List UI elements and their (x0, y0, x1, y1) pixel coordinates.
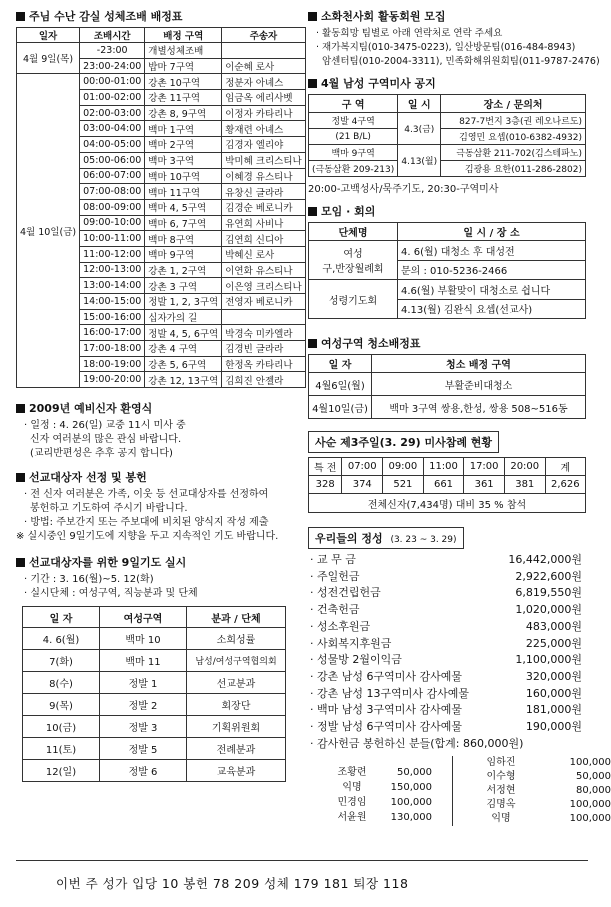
catechumen-line: 신자 여러분의 많은 관심 바랍니다. (30, 434, 182, 446)
offering-label: · 강촌 남성 13구역미사 감사예물 (310, 686, 469, 700)
donor-amount: 50,000 (576, 771, 611, 783)
time-cell: 05:00-06:00 (80, 152, 145, 168)
table-row (23, 694, 286, 716)
offering-item (308, 669, 586, 686)
attendance-summary: 전체신자(7,434명) 대비 35 % 참석 (309, 494, 586, 513)
offering-item (308, 719, 586, 736)
table-row (309, 373, 586, 396)
attendance-value: 374 (342, 476, 383, 494)
time-cell: 18:00-19:00 (80, 356, 145, 372)
area-cell: 강촌 8, 9구역 (145, 105, 222, 121)
attendance-title: 사순 제3주일(3. 29) 미사참례 현황 (308, 431, 499, 453)
mass-section-title: 4월 남성 구역미사 공지 (308, 75, 586, 91)
cleaning-table-body (309, 373, 586, 419)
attendance-header: 계 (545, 458, 585, 476)
group-name-cell (309, 241, 398, 280)
attendance-value: 521 (383, 476, 424, 494)
time-cell: 15:00-16:00 (80, 309, 145, 325)
catechumen-line: · 일정 : 4. 26(일) 교중 11시 미사 중 (24, 420, 186, 432)
leader-cell: 이정자 카타리나 (222, 105, 305, 121)
offering-item (308, 602, 586, 619)
novena-table (22, 606, 286, 782)
square-bullet-icon (16, 558, 25, 567)
leader-cell: 이혜경 유스티나 (222, 168, 305, 184)
table-row (309, 145, 586, 161)
date-cell: 4. 6(월) (23, 628, 100, 650)
catechumen-line: (교리반편성은 추후 공지 합니다) (30, 448, 173, 460)
offering-item (308, 552, 586, 569)
area-cell: 백마 2구역 (145, 137, 222, 153)
novena-section-title: 선교대상자를 위한 9일기도 실시 (16, 554, 292, 570)
table-header: 일자 (17, 28, 80, 43)
table-header: 여성구역 (100, 607, 187, 628)
offering-label: · 사회복지후원금 (310, 636, 392, 650)
donor-list (308, 756, 611, 826)
mass-note: 20:00-고백성사/묵주기도, 20:30-구역미사 (308, 184, 499, 195)
mission-line: · 방법: 주보간지 또는 주보대에 비치된 양식지 작성 제출 (24, 517, 269, 529)
attendance-value: 328 (309, 476, 342, 494)
area-cell: 강촌 11구역 (145, 90, 222, 106)
vincent-line: 암센터팀(010-2004-3311), 민족화해위원회팀(011-9787-2476) (322, 56, 600, 67)
offering-item (308, 736, 586, 753)
meeting-detail-cell: 문의 : 010-5236-2466 (398, 260, 586, 280)
offering-amount: 483,000원 (525, 619, 582, 633)
area-cell: 백마 8구역 (145, 231, 222, 247)
leader-cell: 이은영 크리스티나 (222, 278, 305, 294)
right-column (308, 8, 611, 826)
table-header: 분과 / 단체 (187, 607, 286, 628)
table-row (23, 672, 286, 694)
leader-cell: 이연화 유스티나 (222, 262, 305, 278)
leader-cell: 김경순 베로니카 (222, 199, 305, 215)
time-cell: 02:00-03:00 (80, 105, 145, 121)
area-sub-cell: (극동삼환 209-213) (309, 161, 398, 177)
date-cell: 4.13(월) (398, 145, 441, 177)
leader-cell: 이순혜 로사 (222, 58, 305, 74)
offering-amount: 16,442,000원 (508, 553, 582, 566)
area-cell: 백마 9구역 (145, 246, 222, 262)
table-header: 일 시 (398, 95, 441, 113)
table-row (23, 650, 286, 672)
time-cell: 16:00-17:00 (80, 325, 145, 341)
donor-name: 이수형 (486, 771, 516, 783)
time-cell: 23:00-24:00 (80, 58, 145, 74)
table-row (23, 628, 286, 650)
area-cell: 백마 1구역 (145, 121, 222, 137)
time-cell: 09:00-10:00 (80, 215, 145, 231)
time-cell: 06:00-07:00 (80, 168, 145, 184)
offering-list (308, 552, 586, 752)
area-cell: 정발 4구역 (309, 113, 398, 129)
offering-item (308, 636, 586, 653)
area-cell: 개별성체조배 (145, 43, 222, 59)
attendance-header: 07:00 (342, 458, 383, 476)
attendance-value: 381 (504, 476, 545, 494)
offering-period: (3. 23 ~ 3. 29) (390, 535, 457, 545)
leader-cell: 유창신 글라라 (222, 184, 305, 200)
leader-cell: 한정옥 카타리나 (222, 356, 305, 372)
date-cell: 11(토) (23, 738, 100, 760)
table-row (309, 280, 586, 300)
date-cell: 4월6일(월) (309, 373, 372, 396)
offering-item (308, 702, 586, 719)
area-cell: 강촌 10구역 (145, 74, 222, 90)
group-name: 성령기도회 (328, 295, 378, 307)
date-cell: 10(금) (23, 716, 100, 738)
date-cell: 4월 9일(목) (17, 43, 80, 74)
catechumen-section-title: 2009년 예비신자 환영식 (16, 400, 292, 416)
group-cell: 남성/여성구역협의회 (187, 650, 286, 672)
mission-line: ※ 실시중인 9일기도에 지향을 두고 지속적인 기도 바랍니다. (16, 531, 279, 543)
mission-line: · 전 신자 여러분은 가족, 이웃 등 선교대상자를 선정하여 (24, 489, 269, 501)
date-cell: 9(목) (23, 694, 100, 716)
leader-cell: 김경빈 글라라 (222, 341, 305, 357)
time-cell: -23:00 (80, 43, 145, 59)
donor-name: 익명 (342, 782, 362, 794)
mass-table (308, 94, 586, 177)
donor-amount: 130,000 (390, 812, 432, 824)
leader-cell: 전영자 베로니카 (222, 294, 305, 310)
cleaning-table (308, 354, 586, 419)
date-cell: 4월 10일(금) (17, 74, 80, 388)
table-row (309, 161, 586, 177)
area-cell: 강촌 12, 13구역 (145, 372, 222, 388)
mission-section-title: 선교대상자 선정 및 봉헌 (16, 469, 292, 485)
group-name: 여성 (343, 249, 363, 260)
offering-item (308, 569, 586, 586)
place-cell: 극동삼환 211-702(김스테파노) (441, 145, 586, 161)
attendance-value: 661 (423, 476, 464, 494)
meeting-detail-cell: 4.6(월) 부활맞이 대청소로 쉽니다 (398, 280, 586, 300)
mission-line: 봉헌하고 기도하여 주시기 바랍니다. (30, 503, 188, 515)
table-row (23, 716, 286, 738)
donor-amount: 100,000 (569, 757, 611, 769)
meeting-table-body (309, 241, 586, 319)
meeting-section-title: 모임 · 회의 (308, 203, 586, 219)
time-cell: 10:00-11:00 (80, 231, 145, 247)
offering-label: · 강촌 남성 6구역미사 감사예물 (310, 669, 462, 683)
offering-amount: 160,000원 (525, 686, 582, 700)
time-cell: 11:00-12:00 (80, 246, 145, 262)
donor-amount: 100,000 (569, 813, 611, 825)
area-cell: 정발 3 (100, 716, 187, 738)
offering-item (308, 686, 586, 703)
square-bullet-icon (16, 12, 25, 21)
date-cell: 4월10일(금) (309, 396, 372, 419)
area-cell: 정발 1, 2, 3구역 (145, 294, 222, 310)
worship-table (16, 27, 306, 388)
attendance-header: 09:00 (383, 458, 424, 476)
novena-line: · 실시단체 : 여성구역, 직능분과 및 단체 (24, 588, 198, 600)
area-cell: 정발 4, 5, 6구역 (145, 325, 222, 341)
group-cell: 회장단 (187, 694, 286, 716)
table-header: 청소 배정 구역 (372, 355, 586, 373)
attendance-table (308, 457, 586, 513)
table-header: 일 자 (23, 607, 100, 628)
area-cell: 강촌 3 구역 (145, 278, 222, 294)
worship-section-title: 주님 수난 감실 성체조배 배정표 (16, 8, 292, 24)
area-cell: 강촌 5, 6구역 (145, 356, 222, 372)
donor-name: 김명옥 (486, 799, 516, 811)
time-cell: 14:00-15:00 (80, 294, 145, 310)
table-row (309, 241, 586, 261)
contact-cell: 김영민 요셉(010-6382-4932) (441, 129, 586, 145)
table-row (309, 396, 586, 419)
area-cell: 백마 10 (100, 628, 187, 650)
attendance-value: 2,626 (545, 476, 585, 494)
table-row (309, 129, 586, 145)
leader-cell: 황재련 아녜스 (222, 121, 305, 137)
donor-column-right (452, 756, 611, 826)
table-row (309, 113, 586, 129)
donor-amount: 100,000 (569, 799, 611, 811)
area-cell: 정발 6 (100, 760, 187, 782)
leader-cell: 임금옥 에리사벳 (222, 90, 305, 106)
date-cell: 7(화) (23, 650, 100, 672)
vincent-line: · 재가복지팀(010-3475-0223), 일산방문팀(016-484-8943) (316, 42, 576, 53)
vincent-line: · 활동희망 팀별로 아래 연락처로 연락 주세요 (316, 28, 503, 39)
leader-cell: 유연희 사비나 (222, 215, 305, 231)
time-cell: 13:00-14:00 (80, 278, 145, 294)
offering-label: · 감사헌금 봉헌하신 분들(합계: 860,000원) (310, 736, 524, 750)
area-cell: 정발 2 (100, 694, 187, 716)
offering-label: · 건축헌금 (310, 603, 360, 617)
area-cell: 백마 10구역 (145, 168, 222, 184)
time-cell: 01:00-02:00 (80, 90, 145, 106)
attendance-header: 20:00 (504, 458, 545, 476)
table-row (23, 738, 286, 760)
leader-cell: 김경자 엘리야 (222, 137, 305, 153)
table-row (17, 74, 306, 90)
donor-amount: 50,000 (397, 767, 432, 779)
leader-cell: 박혜신 로사 (222, 246, 305, 262)
left-column (16, 8, 302, 782)
attendance-header: 17:00 (464, 458, 505, 476)
contact-cell: 김광용 요한(011-286-2802) (441, 161, 586, 177)
offering-amount: 1,100,000원 (515, 653, 582, 667)
attendance-header: 특 전 (309, 458, 342, 476)
offering-item (308, 652, 586, 669)
donor-amount: 80,000 (576, 785, 611, 797)
table-header: 조배시간 (80, 28, 145, 43)
time-cell: 17:00-18:00 (80, 341, 145, 357)
square-bullet-icon (308, 79, 317, 88)
meeting-table (308, 222, 586, 319)
donor-name: 임하진 (486, 757, 516, 769)
table-header: 단체명 (309, 223, 398, 241)
offering-amount: 6,819,550원 (515, 586, 582, 600)
date-cell: 12(일) (23, 760, 100, 782)
leader-cell: 김희진 안젤라 (222, 372, 305, 388)
area-cell: 정발 1 (100, 672, 187, 694)
leader-cell: 박경숙 미카엘라 (222, 325, 305, 341)
time-cell: 19:00-20:00 (80, 372, 145, 388)
donor-name: 조황련 (337, 767, 367, 779)
leader-cell: 김연희 신디아 (222, 231, 305, 247)
date-cell: 8(수) (23, 672, 100, 694)
attendance-value: 361 (464, 476, 505, 494)
mass-table-body (309, 113, 586, 177)
offering-amount: 181,000원 (525, 703, 582, 717)
footer-divider (16, 860, 588, 861)
table-header: 일 자 (309, 355, 372, 373)
table-header: 일 시 / 장 소 (398, 223, 586, 241)
square-bullet-icon (16, 473, 25, 482)
leader-cell: 박미혜 크리스티나 (222, 152, 305, 168)
offering-label: · 성물방 2월이익금 (310, 653, 402, 667)
donor-name: 서윤원 (337, 812, 367, 824)
novena-line: · 기간 : 3. 16(월)~5. 12(화) (24, 574, 154, 586)
time-cell: 07:00-08:00 (80, 184, 145, 200)
offering-label: · 성전건립헌금 (310, 586, 381, 600)
group-cell: 선교분과 (187, 672, 286, 694)
cleaning-section-title: 여성구역 청소배정표 (308, 335, 586, 351)
table-row (17, 43, 306, 59)
time-cell: 00:00-01:00 (80, 74, 145, 90)
offering-item (308, 585, 586, 602)
area-cell: 백마 3구역 쌍용,한성, 쌍용 508~516동 (372, 396, 586, 419)
area-cell: 백마 4, 5구역 (145, 199, 222, 215)
worship-table-body (17, 43, 306, 388)
leader-cell (222, 309, 305, 325)
date-cell: 4.3(금) (398, 113, 441, 145)
area-cell: 강촌 4 구역 (145, 341, 222, 357)
area-cell: 강촌 1, 2구역 (145, 262, 222, 278)
offering-amount: 320,000원 (525, 669, 582, 683)
area-cell: 백마 6, 7구역 (145, 215, 222, 231)
area-cell: 십자가의 길 (145, 309, 222, 325)
time-cell: 12:00-13:00 (80, 262, 145, 278)
offering-label: · 성소후원금 (310, 619, 371, 633)
offering-amount: 1,020,000원 (515, 603, 582, 617)
meeting-detail-cell: 4. 6(월) 대청소 후 대성전 (398, 241, 586, 261)
table-header: 배정 구역 (145, 28, 222, 43)
hymn-footer: 이번 주 성가 입당 10 봉헌 78 209 성체 179 181 퇴장 118 (56, 876, 409, 891)
time-cell: 03:00-04:00 (80, 121, 145, 137)
group-cell: 전례분과 (187, 738, 286, 760)
offering-item (308, 619, 586, 636)
donor-amount: 150,000 (390, 782, 432, 794)
area-cell: 백마 3구역 (145, 152, 222, 168)
area-sub-cell: (21 B/L) (309, 129, 398, 145)
time-cell: 08:00-09:00 (80, 199, 145, 215)
area-cell: 백마 11 (100, 650, 187, 672)
offering-label: · 정발 남성 6구역미사 감사예물 (310, 720, 462, 734)
group-cell: 기획위원회 (187, 716, 286, 738)
group-name-cell (309, 280, 398, 319)
donor-name: 서정현 (486, 785, 516, 797)
area-cell: 백마 11구역 (145, 184, 222, 200)
offering-amount: 225,000원 (525, 636, 582, 650)
time-cell: 04:00-05:00 (80, 137, 145, 153)
square-bullet-icon (308, 339, 317, 348)
attendance-header: 11:00 (423, 458, 464, 476)
novena-table-body (23, 628, 286, 782)
square-bullet-icon (16, 404, 25, 413)
offering-label: · 교 무 금 (310, 553, 356, 566)
square-bullet-icon (308, 207, 317, 216)
offering-label: · 주일헌금 (310, 569, 360, 583)
meeting-detail-cell: 4.13(월) 김완식 요셉(선교사) (398, 299, 586, 319)
group-cell: 교육분과 (187, 760, 286, 782)
offering-amount: 190,000원 (525, 720, 582, 734)
leader-cell: 정분자 아녜스 (222, 74, 305, 90)
group-cell: 소희성률 (187, 628, 286, 650)
donor-column-left (322, 766, 432, 826)
group-name-sub: 구,반장월례회 (322, 264, 384, 275)
area-cell: 부활준비대청소 (372, 373, 586, 396)
offering-amount: 2,922,600원 (515, 569, 582, 583)
donor-amount: 100,000 (390, 797, 432, 809)
table-header: 주송자 (222, 28, 305, 43)
area-cell: 밥마 7구역 (145, 58, 222, 74)
area-cell: 백마 9구역 (309, 145, 398, 161)
offering-title-box: 우리들의 정성 (3. 23 ~ 3. 29) (308, 527, 464, 549)
leader-cell (222, 43, 305, 59)
donor-name: 익명 (491, 813, 511, 825)
square-bullet-icon (308, 12, 317, 21)
table-header: 구 역 (309, 95, 398, 113)
area-cell: 정발 5 (100, 738, 187, 760)
table-row (23, 760, 286, 782)
table-header: 장소 / 문의처 (441, 95, 586, 113)
place-cell: 827-7번지 3층(권 레오나르도) (441, 113, 586, 129)
offering-label: · 백마 남성 3구역미사 감사예물 (310, 703, 462, 717)
donor-name: 민경임 (337, 797, 367, 809)
vincent-section-title: 소화천사회 활동회원 모집 (308, 8, 586, 24)
